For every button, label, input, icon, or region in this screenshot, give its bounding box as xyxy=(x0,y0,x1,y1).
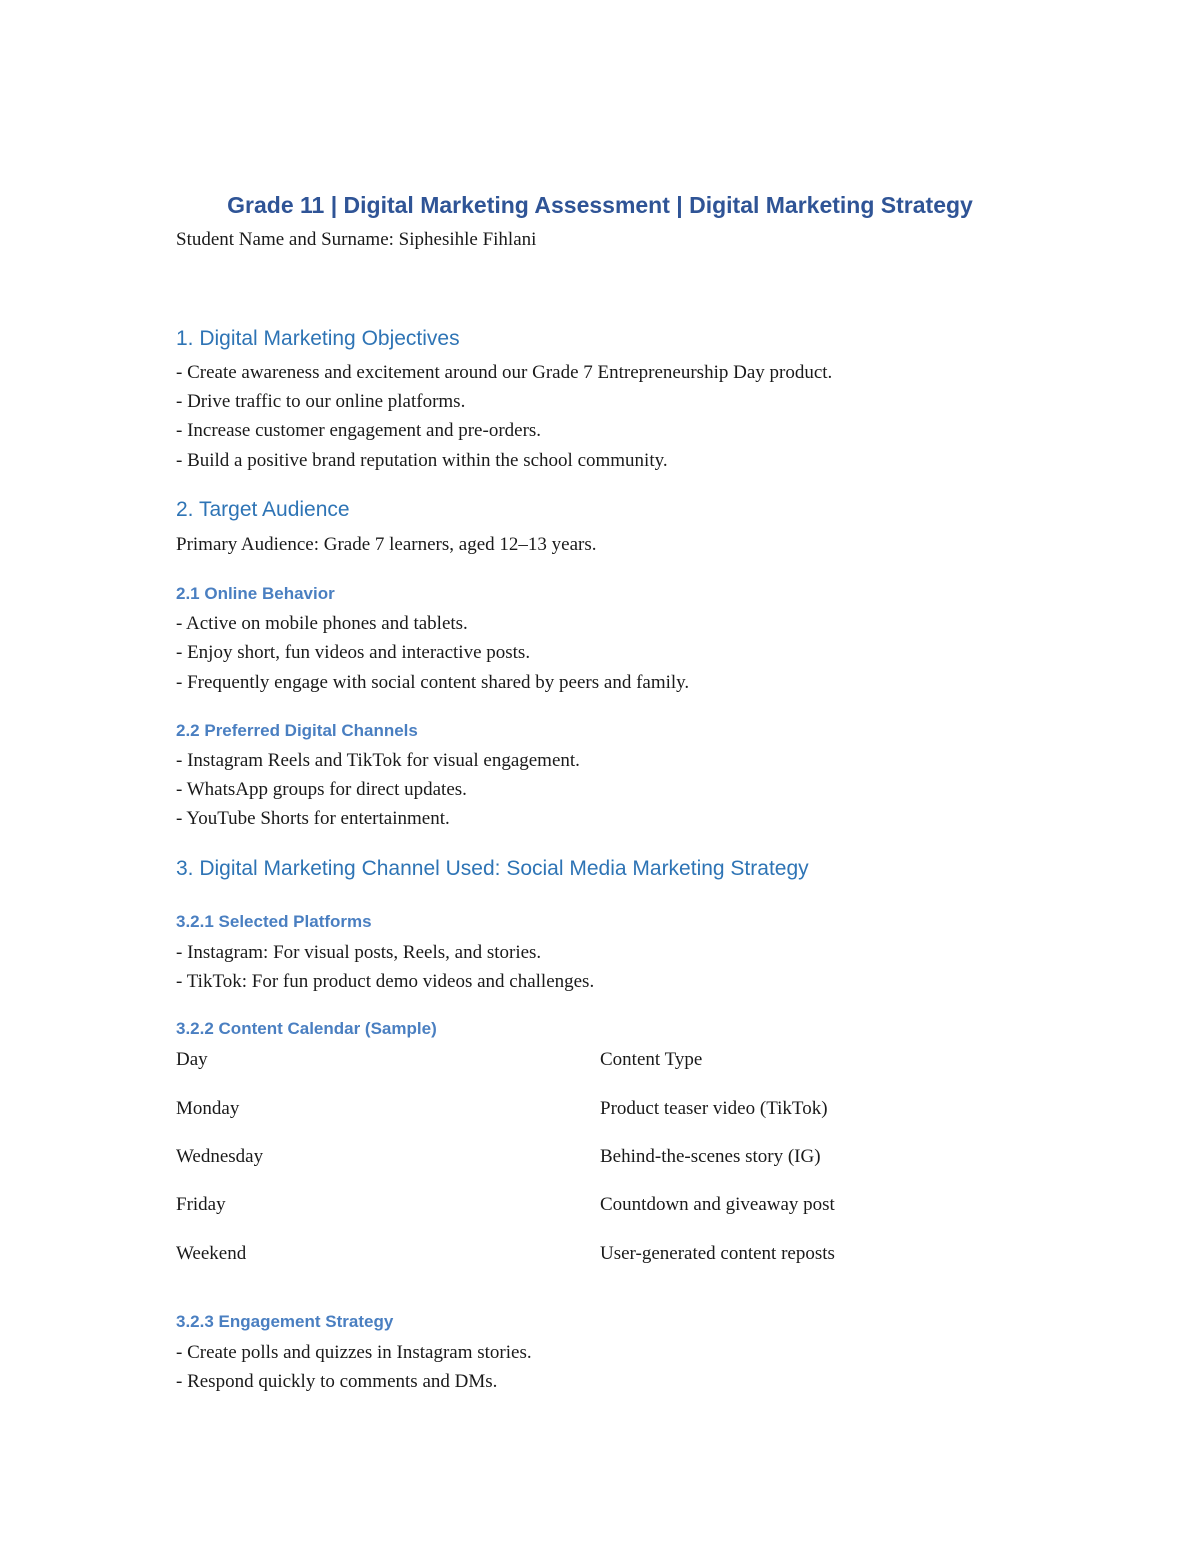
platform-item: - TikTok: For fun product demo videos and challenges. xyxy=(176,971,595,992)
subsection-2-1-heading: 2.1 Online Behavior xyxy=(176,584,335,603)
section-2-heading: 2. Target Audience xyxy=(176,498,350,521)
channel-item: - WhatsApp groups for direct updates. xyxy=(176,779,467,800)
document-title: Grade 11 | Digital Marketing Assessment | Digital Marketing Strategy xyxy=(227,192,973,218)
table-cell-content: Product teaser video (TikTok) xyxy=(600,1098,828,1119)
channel-item: - YouTube Shorts for entertainment. xyxy=(176,808,450,829)
objective-item: - Create awareness and excitement around our Grade 7 Entrepreneurship Day product. xyxy=(176,362,833,383)
platform-item: - Instagram: For visual posts, Reels, and stories. xyxy=(176,942,542,963)
objective-item: - Drive traffic to our online platforms. xyxy=(176,391,466,412)
online-behavior-item: - Enjoy short, fun videos and interactive posts. xyxy=(176,642,531,663)
channel-item: - Instagram Reels and TikTok for visual engagement. xyxy=(176,750,580,771)
table-header-content-type: Content Type xyxy=(600,1049,703,1070)
online-behavior-item: - Frequently engage with social content shared by peers and family. xyxy=(176,672,690,693)
table-cell-content: Countdown and giveaway post xyxy=(600,1194,835,1215)
objective-item: - Build a positive brand reputation within the school community. xyxy=(176,450,668,471)
table-cell-content: Behind-the-scenes story (IG) xyxy=(600,1146,821,1167)
student-name-line: Student Name and Surname: Siphesihle Fihlani xyxy=(176,229,537,250)
subsection-3-2-3-heading: 3.2.3 Engagement Strategy xyxy=(176,1312,394,1331)
table-cell-content: User-generated content reposts xyxy=(600,1243,835,1264)
subsection-3-2-1-heading: 3.2.1 Selected Platforms xyxy=(176,912,372,931)
table-cell-day: Wednesday xyxy=(176,1146,264,1167)
section-1-heading: 1. Digital Marketing Objectives xyxy=(176,327,460,350)
engagement-item: - Respond quickly to comments and DMs. xyxy=(176,1371,498,1392)
table-cell-day: Monday xyxy=(176,1098,240,1119)
online-behavior-item: - Active on mobile phones and tablets. xyxy=(176,613,468,634)
subsection-3-2-2-heading: 3.2.2 Content Calendar (Sample) xyxy=(176,1019,437,1038)
section-3-heading: 3. Digital Marketing Channel Used: Social Media Marketing Strategy xyxy=(176,857,809,880)
table-header-day: Day xyxy=(176,1049,208,1070)
primary-audience-line: Primary Audience: Grade 7 learners, aged 12–13 years. xyxy=(176,534,597,555)
engagement-item: - Create polls and quizzes in Instagram stories. xyxy=(176,1342,532,1363)
table-cell-day: Friday xyxy=(176,1194,226,1215)
table-cell-day: Weekend xyxy=(176,1243,247,1264)
subsection-2-2-heading: 2.2 Preferred Digital Channels xyxy=(176,721,418,740)
objective-item: - Increase customer engagement and pre-orders. xyxy=(176,420,542,441)
